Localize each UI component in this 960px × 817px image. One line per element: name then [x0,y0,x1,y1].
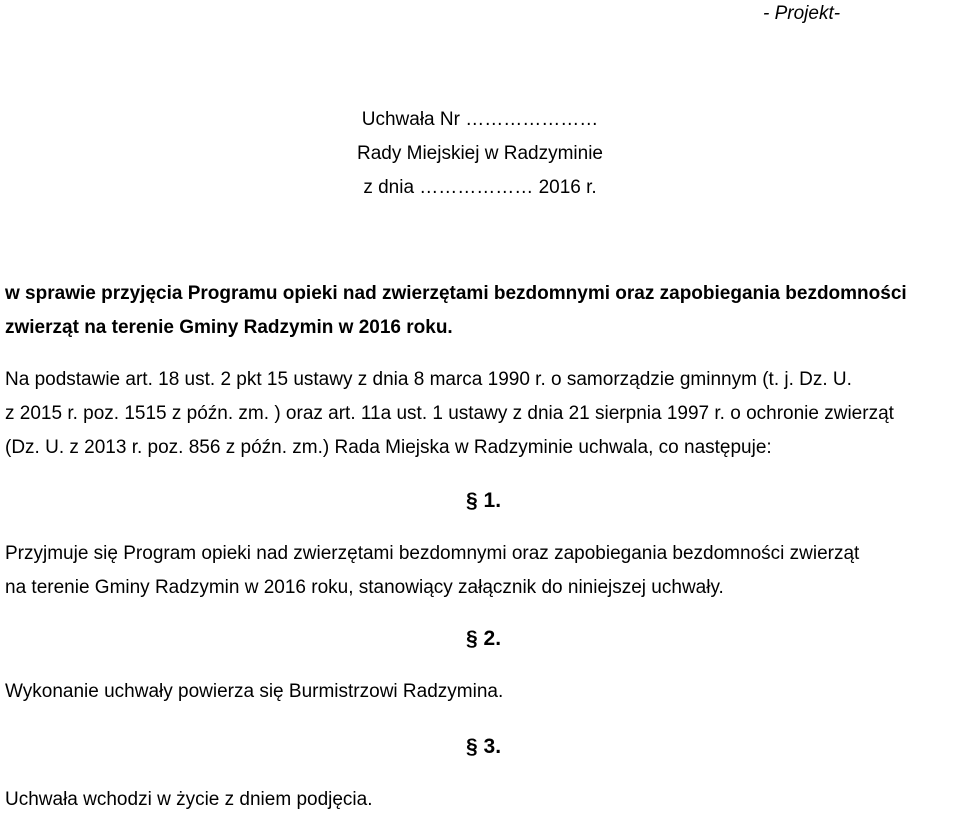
subject-line-1: w sprawie przyjęcia Programu opieki nad zwierzętami bezdomnymi oraz zapobiegania bezdomności [5,283,907,304]
section-2-line-1: Wykonanie uchwały powierza się Burmistrzowi Radzymina. [5,681,504,702]
section-2-heading: § 2. [466,627,502,650]
section-3-heading: § 3. [466,735,502,758]
legal-basis-line-1: Na podstawie art. 18 ust. 2 pkt 15 ustawy z dnia 8 marca 1990 r. o samorządzie gminnym (t. j. Dz. U. [5,369,852,390]
legal-basis-line-3: (Dz. U. z 2013 r. poz. 856 z późn. zm.) Rada Miejska w Radzyminie uchwala, co następuje: [5,437,772,458]
subject-line-2: zwierząt na terenie Gminy Radzymin w 2016 roku. [5,317,453,338]
section-1-heading: § 1. [466,489,502,512]
section-1-line-1: Przyjmuje się Program opieki nad zwierzętami bezdomnymi oraz zapobiegania bezdomności zwierząt [5,543,860,564]
section-1-line-2: na terenie Gminy Radzymin w 2016 roku, stanowiący załącznik do niniejszej uchwały. [5,577,724,598]
legal-basis-line-2: z 2015 r. poz. 1515 z późn. zm. ) oraz art. 11a ust. 1 ustawy z dnia 21 sierpnia 1997 r. o ochronie zwierząt [5,403,894,424]
resolution-date: z dnia ……………… 2016 r. [363,177,597,198]
draft-marker: - Projekt- [763,3,841,24]
section-3-line-1: Uchwała wchodzi w życie z dniem podjęcia. [5,789,373,810]
council-name: Rady Miejskiej w Radzyminie [356,143,604,164]
resolution-number: Uchwała Nr ………………… [361,109,599,130]
